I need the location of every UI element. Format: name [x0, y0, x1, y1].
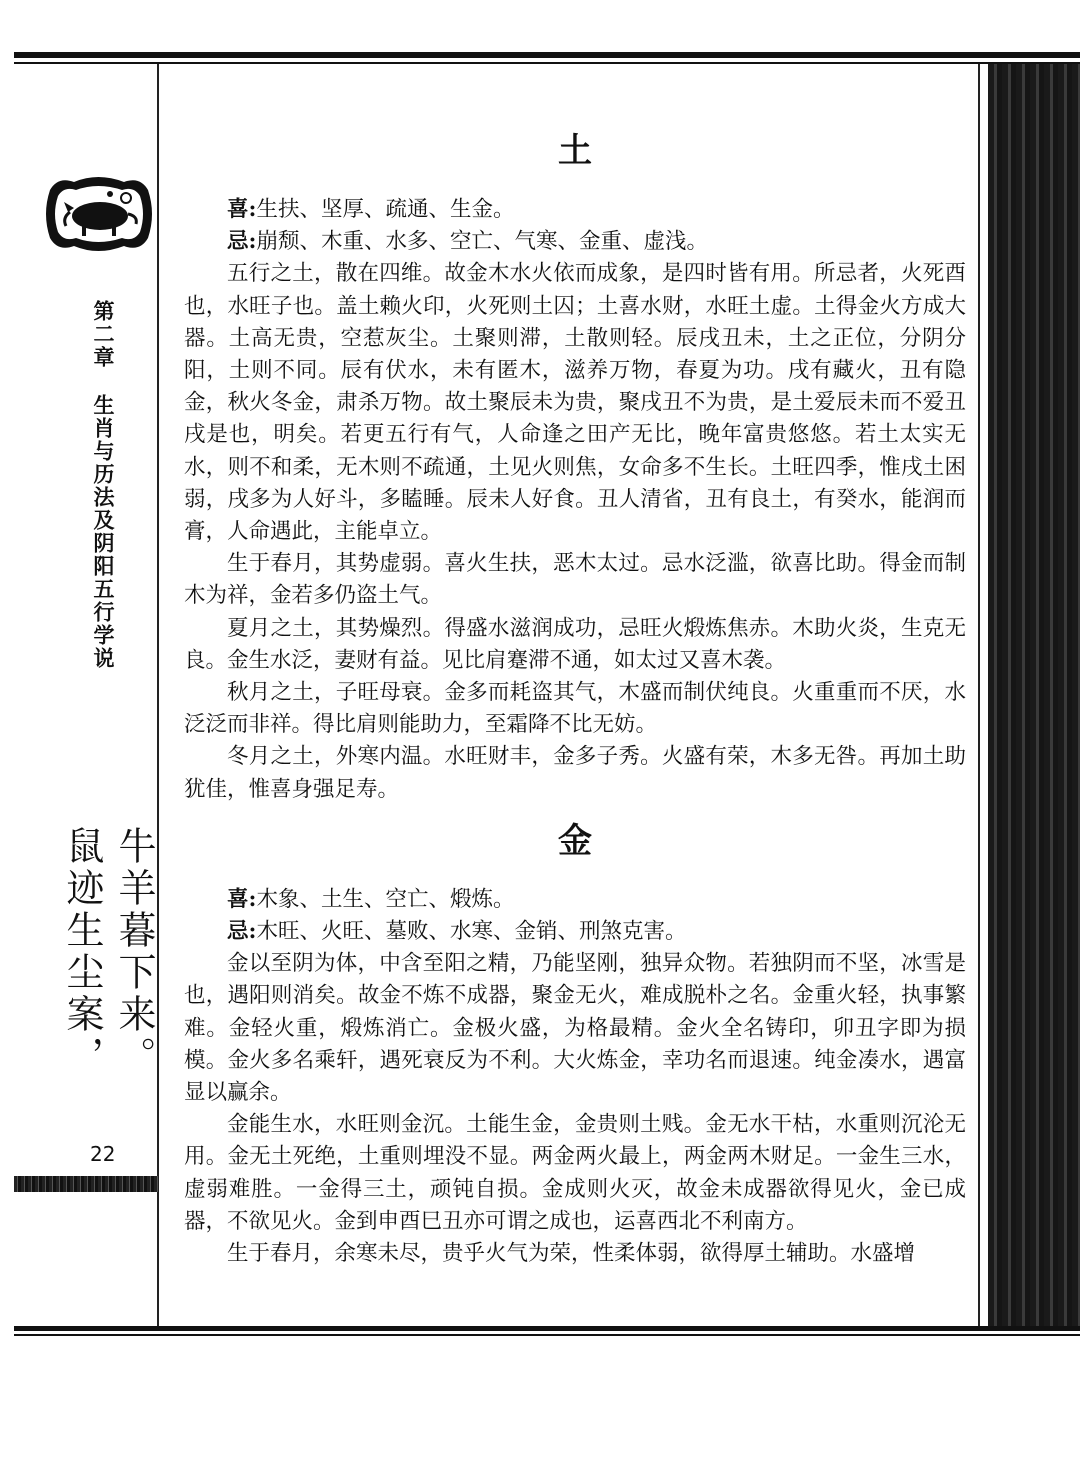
paragraph: 生于春月，余寒未尽，贵乎火气为荣，性柔体弱，欲得厚土辅助。水盛增	[227, 1241, 916, 1267]
page-number: 22	[90, 1142, 116, 1166]
dislikes-label: 忌:	[227, 229, 257, 255]
bottom-rule	[14, 1326, 1080, 1331]
chapter-number: 第二章	[91, 300, 115, 369]
chapter-title: 生肖与历法及阴阳五行学说	[91, 394, 115, 670]
paragraph: 金以至阴为体，中含至阳之精，乃能坚刚，独异众物。若独阴而不坚，冰雪是也，遇阳则消矣。故金不炼不成器，聚金无火，难成脱朴之名。金重火轻，执事繁难。金轻火重，煅炼消亡。金极火盛，为格最精。金火全名铸印，卯丑字即为损模。金火多名乘轩，遇死衰反为不利。大火炼金，幸功名而退速。纯金凑水，遇富显以赢余。	[184, 951, 966, 1106]
likes-text: 木象、土生、空亡、煅炼。	[256, 886, 515, 912]
likes-label: 喜:	[227, 197, 257, 222]
page-number-bar	[14, 1176, 158, 1192]
paragraph: 夏月之土，其势燥烈。得盛水滋润成功，忌旺火煅炼焦赤。木助火炎，生克无良。金生水泛，妻财有益。见比肩蹇滞不通，如太过又喜木袭。	[184, 615, 966, 673]
poem-line-2: 鼠迹生尘案，	[60, 826, 104, 1078]
bottom-rule-thin	[14, 1334, 1080, 1336]
dislikes-text: 木旺、火旺、墓败、水寒、金销、刑煞克害。	[256, 919, 687, 945]
paragraph: 生于春月，其势虚弱。喜火生扶，恶木太过。忌水泛滥，欲喜比助。得金而制木为祥，金若多仍盗土气。	[184, 551, 966, 609]
section-heading-metal: 金	[558, 820, 592, 861]
paragraph: 秋月之土，子旺母衰。金多而耗盗其气，木盛而制伏纯良。火重重而不厌，水泛泛而非祥。得比肩则能助力，至霜降不比无妨。	[184, 680, 966, 738]
adjacent-page-shadow	[988, 64, 1080, 1326]
metal-likes	[184, 884, 966, 916]
right-divider	[978, 64, 980, 1326]
paragraph: 五行之土，散在四维。故金木水火依而成象，是四时皆有用。所忌者，火死酉也，水旺子也。盖土赖火印，火死则土囚；土喜水财，水旺土虚。土得金火方成大器。土高无贵，空惹灰尘。土聚则滞，土散则轻。辰戌丑未，土之正位，分阴分阳，土则不同。辰有伏水，未有匿木，滋养万物，春夏为功。戌有藏火，丑有隐金，秋火冬金，肃杀万物。故土聚辰未为贵，聚戌丑不为贵，是土爱辰未而不爱丑戌是也，明矣。若更五行有气，人命逢之田产无比，晚年富贵悠悠。若土太实无水，则不和柔，无木则不疏通，土见火则焦，女命多不生长。土旺四季，惟戌土困弱，戌多为人好斗，多瞌睡。辰未人好食。丑人清省，丑有良土，有癸水，能润而膏，人命遇此，主能卓立。	[184, 261, 966, 545]
paragraph: 金能生水，水旺则金沉。土能生金，金贵则土贱。金无水干枯，水重则沉沦无用。金无土死绝，土重则埋没不显。两金两火最上，两金两木财足。一金生三水，虚弱难胜。一金得三土，顽钝自损。金成则火灭，故金未成器欲得见火，金已成器，不欲见火。金到申酉巳丑亦可谓之成也，运喜西北不利南方。	[184, 1112, 966, 1234]
earth-dislikes	[184, 226, 966, 258]
section-heading-earth: 土	[558, 131, 592, 171]
metal-dislikes	[184, 916, 966, 948]
poem-line-1: 牛羊暮下来。	[112, 826, 156, 1078]
dislikes-label: 忌:	[227, 919, 257, 945]
earth-likes	[184, 194, 966, 226]
top-rule-thin	[14, 62, 1080, 64]
ox-emblem-icon	[40, 172, 158, 256]
dislikes-text: 崩颓、木重、水多、空亡、气寒、金重、虚浅。	[256, 229, 708, 255]
likes-label: 喜:	[227, 886, 257, 912]
main-text	[184, 130, 966, 1270]
likes-text: 生扶、坚厚、疏通、生金。	[256, 197, 515, 222]
top-rule	[14, 52, 1080, 58]
paragraph: 冬月之土，外寒内温。水旺财丰，金多子秀。火盛有荣，木多无咎。再加土助犹佳，惟喜身强足寿。	[184, 744, 966, 802]
